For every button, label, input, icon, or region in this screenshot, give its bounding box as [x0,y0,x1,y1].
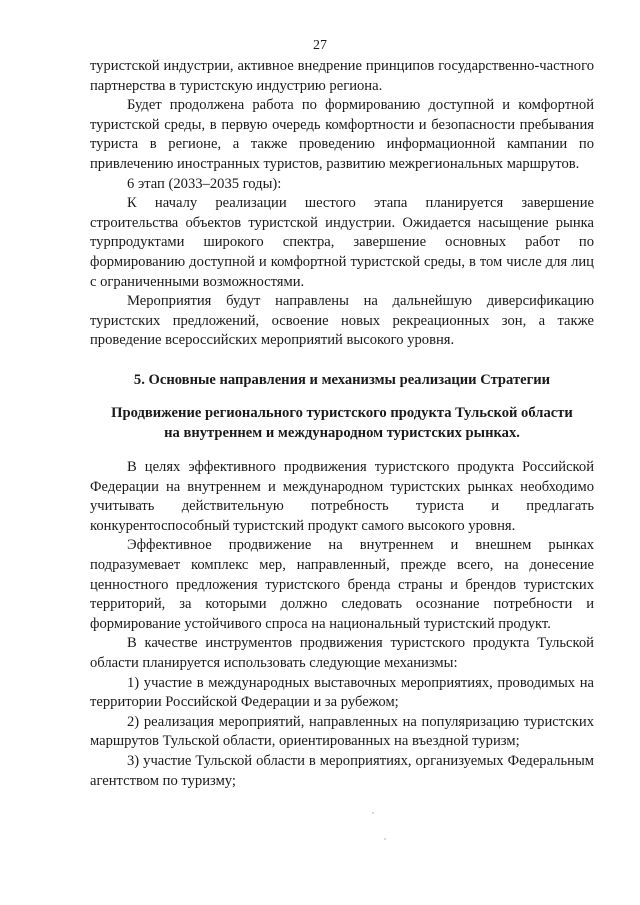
list-item: 3) участие Тульской области в мероприятиях, организуемых Федеральным агентством по туризму; [90,752,594,789]
scan-speck [384,838,386,840]
sub-heading [90,404,594,443]
section-heading: 5. Основные направления и механизмы реализации Стратегии [133,372,551,388]
page-number: 27 [313,38,327,53]
sub-heading-line: Продвижение регионального туристского продукта Тульской области [111,405,573,421]
paragraph: туристской индустрии, активное внедрение принципов государственно-частного партнерства в туристскую индустрию региона. [90,58,594,94]
scan-speck [372,812,374,814]
paragraph: Мероприятия будут направлены на дальнейшую диверсификацию туристских предложений, освоение новых рекреационных зон, а также проведение всероссийских мероприятий высокого уровня. [90,293,594,349]
list-item: 1) участие в международных выставочных мероприятиях, проводимых на территории Российской Федерации и за рубежом; [90,674,594,711]
paragraph: Будет продолжена работа по формированию доступной и комфортной туристской среды, в первую очередь комфортности и безопасности пребывания туриста в регионе, а также проведению информационной кампании по привлечению иностранных туристов, развитию межрегиональных маршрутов. [90,97,594,172]
paragraph: 6 этап (2033–2035 годы): [127,175,282,192]
paragraph: Эффективное продвижение на внутреннем и внешнем рынках подразумевает комплекс мер, направленный, прежде всего, на донесение ценностного предложения туристского бренда страны и брендов туристских территорий, за которыми должно следовать осознание потребности и формирование устойчивого спроса на национальный туристский продукт. [90,537,594,632]
text-block-top [90,57,594,351]
sub-heading-line: на внутреннем и международном туристских рынках. [164,424,520,441]
paragraph: В целях эффективного продвижения туристского продукта Российской Федерации на внутреннем и международном туристских рынках необходимо учитывать действительную потребность туриста и предлагать конкурентоспособный туристский продукт самого высокого уровня. [90,459,594,534]
list-item: 2) реализация мероприятий, направленных на популяризацию туристских маршрутов Тульской области, ориентированных на въездной туризм; [90,713,594,750]
paragraph: К началу реализации шестого этапа планируется завершение строительства объектов туристской индустрии. Ожидается насыщение рынка турпродуктами широкого спектра, завершение основных работ по формированию доступной и комфортной туристской среды, в том числе для лиц с ограниченными возможностями. [90,195,594,290]
text-block-bottom [90,458,594,791]
paragraph: В качестве инструментов продвижения туристского продукта Тульской области планируется использовать следующие механизмы: [90,635,594,671]
